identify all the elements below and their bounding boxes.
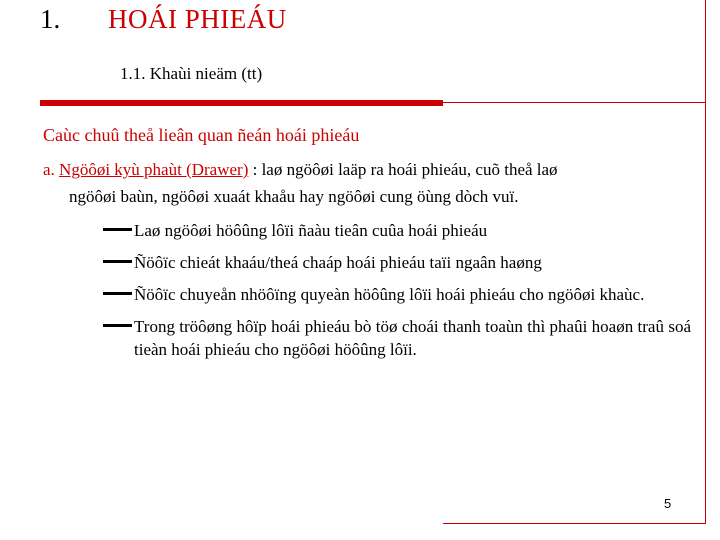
drawer-rights-list (103, 219, 691, 370)
list-item (103, 283, 691, 306)
section-heading: Caùc chuû theå lieân quan ñeán hoái phieáu (43, 125, 360, 145)
dash-bullet-icon (103, 292, 132, 295)
title-divider-bar (40, 100, 443, 106)
slide-title: HOÁI PHIEÁU (108, 4, 287, 34)
slide-subtitle: 1.1. Khaùi nieäm (tt) (120, 64, 263, 83)
list-item-text: Ñöôïc chuyeån nhöôïng quyeàn höôûng lôïi hoái phieáu cho ngöôøi khaùc. (134, 285, 645, 304)
drawer-paragraph (43, 156, 691, 210)
list-item-text: Laø ngöôøi höôûng lôïi ñaàu tieân cuûa hoái phieáu (134, 221, 488, 240)
list-item (103, 219, 691, 242)
dash-bullet-icon (103, 324, 132, 327)
page-number: 5 (664, 496, 672, 511)
frame-right-line (705, 0, 706, 523)
drawer-term: Ngöôøi kyù phaùt (Drawer) (59, 160, 249, 179)
paragraph-line2: ngöôøi baùn, ngöôøi xuaát khaåu hay ngöôøi cung öùng dòch vuï. (69, 187, 519, 206)
title-divider-line (443, 102, 705, 103)
paragraph-prefix: a. (43, 160, 60, 179)
list-item (103, 251, 691, 274)
frame-bottom-line (443, 523, 706, 524)
dash-bullet-icon (103, 260, 132, 263)
paragraph-line1: : laø ngöôøi laäp ra hoái phieáu, cuõ theå laø (248, 160, 558, 179)
dash-bullet-icon (103, 228, 132, 231)
list-item-text: Trong tröôøng hôïp hoái phieáu bò töø choái thanh toaùn thì phaûi hoaøn traû soá tieàn hoái phieáu cho ngöôøi höôûng lôïi. (134, 317, 691, 359)
heading-number: 1. (40, 4, 61, 34)
list-item (103, 315, 691, 361)
list-item-text: Ñöôïc chieát khaáu/theá chaáp hoái phieáu taïi ngaân haøng (134, 253, 542, 272)
